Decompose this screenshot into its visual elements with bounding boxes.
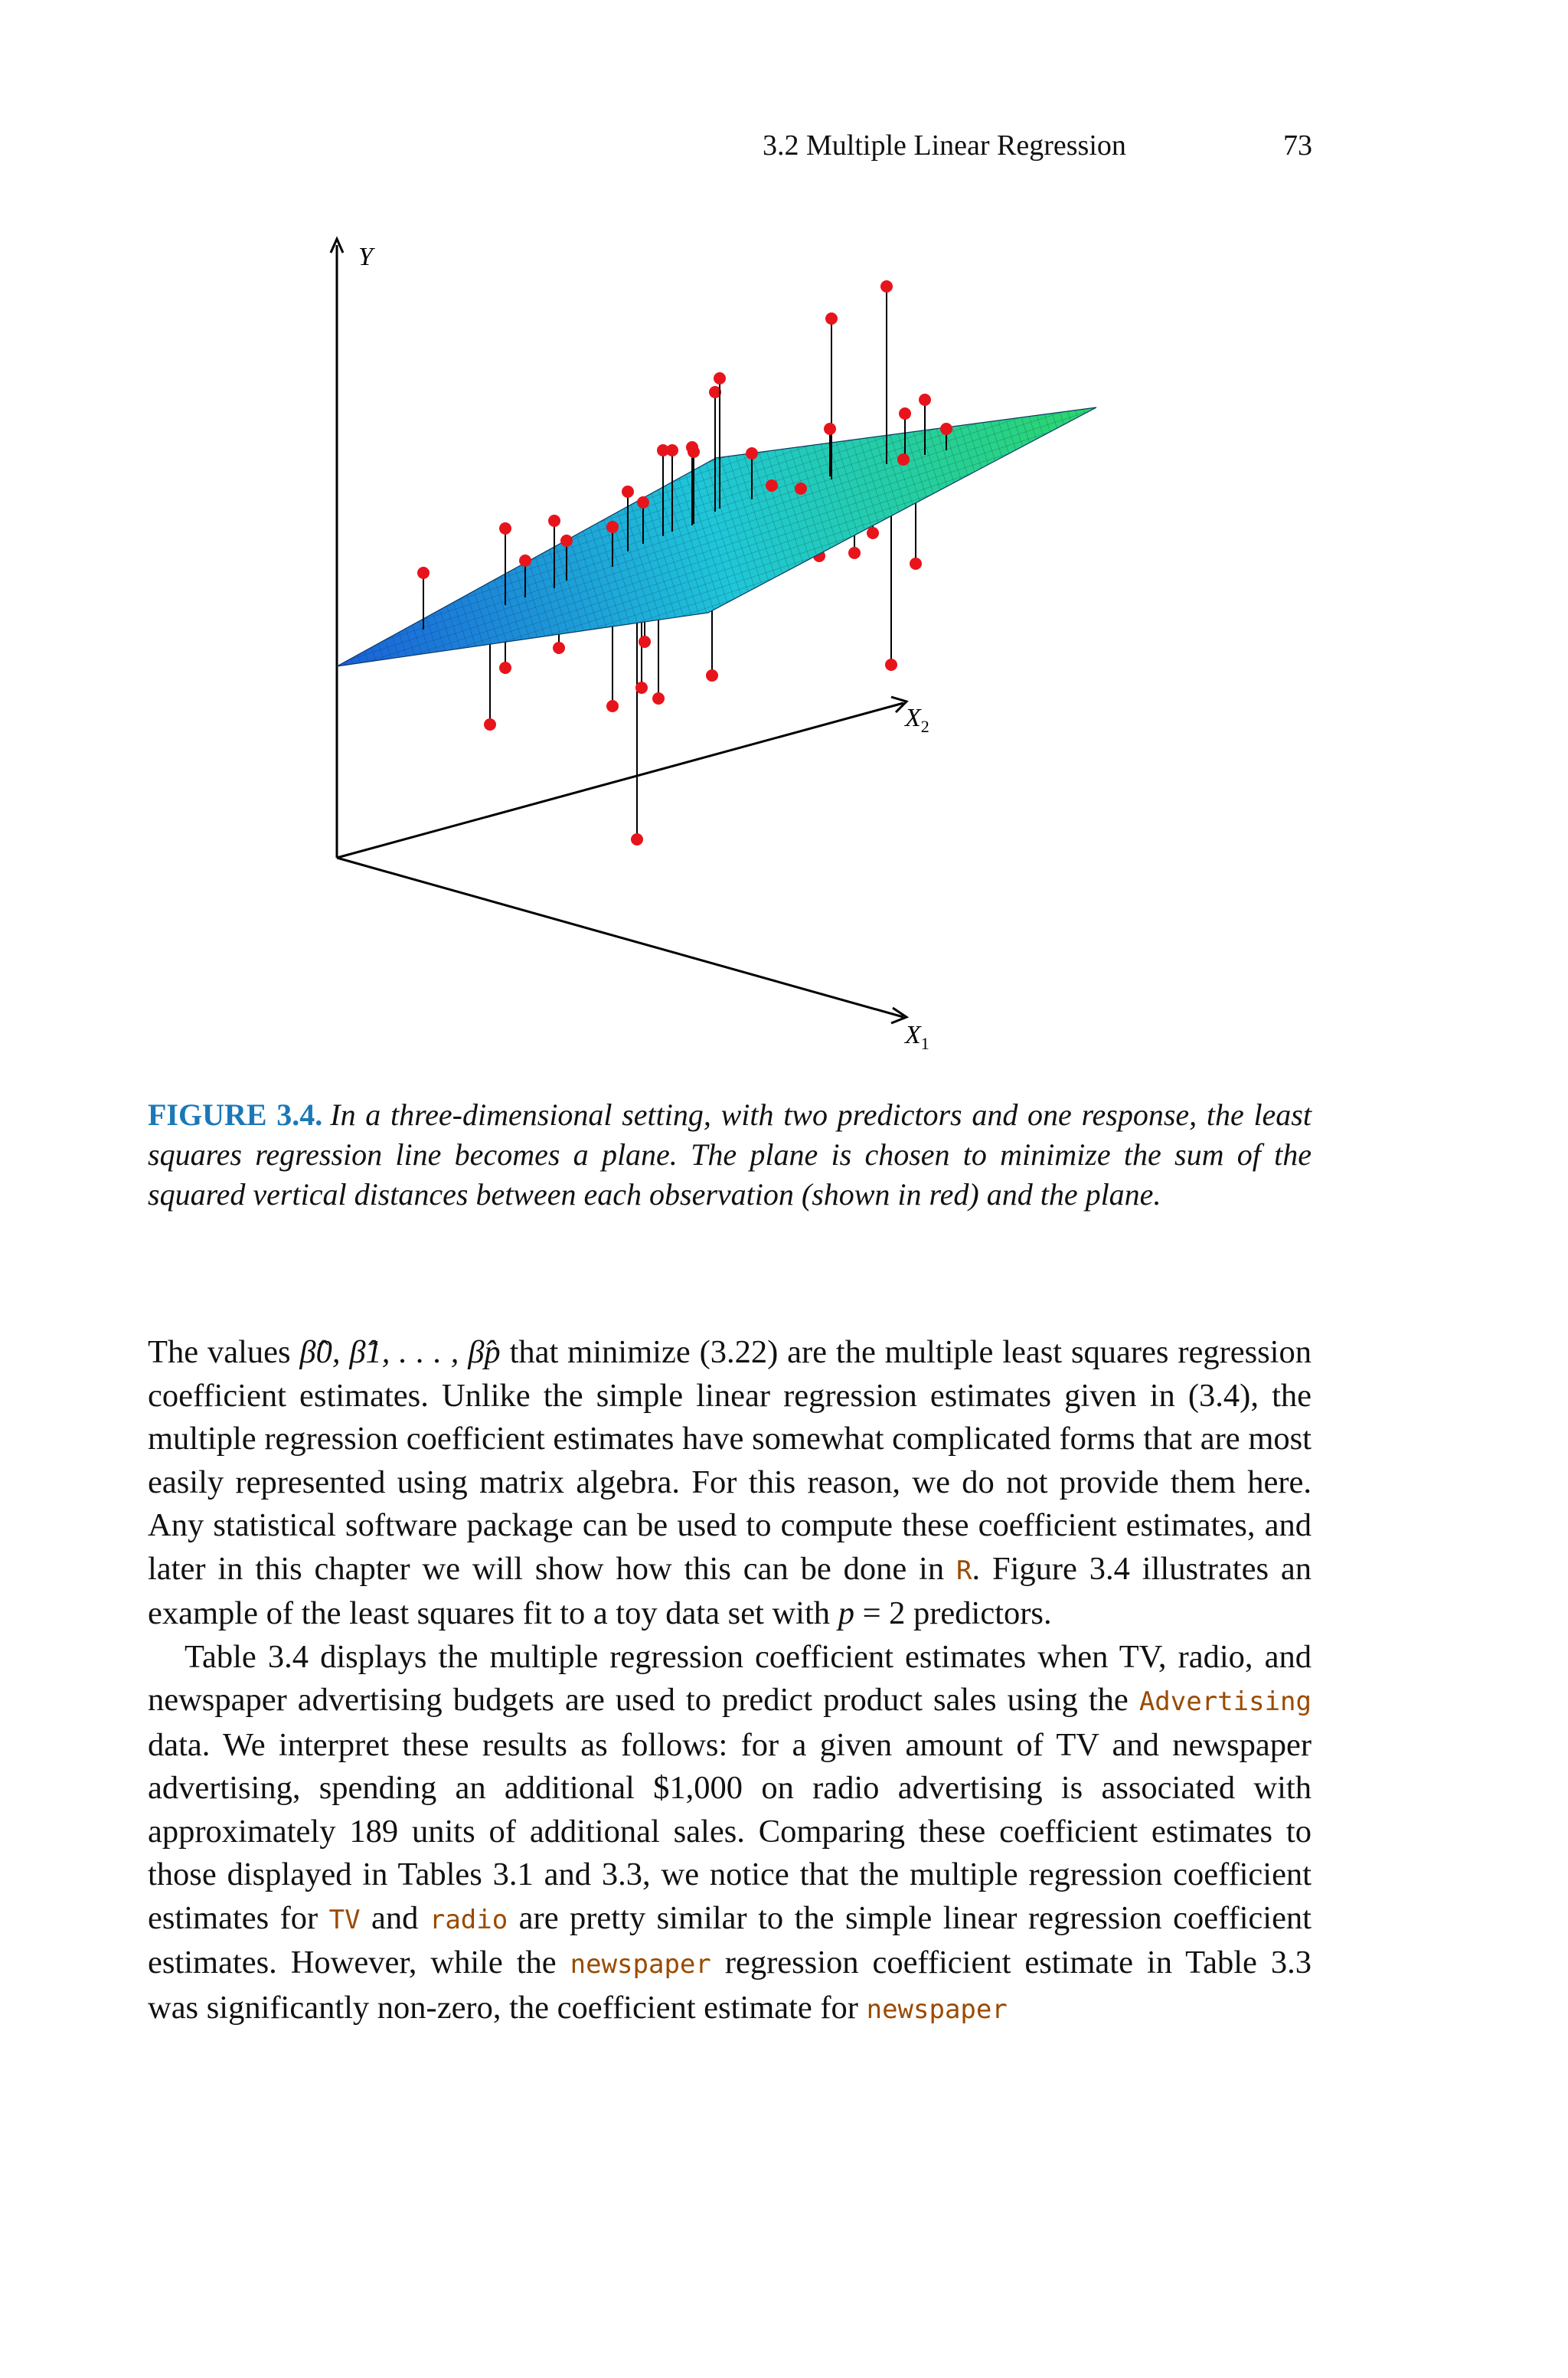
observation-point xyxy=(637,496,649,509)
observation-point xyxy=(766,479,778,492)
x2-axis xyxy=(337,703,903,858)
x1-axis xyxy=(337,858,903,1017)
running-header xyxy=(763,129,1312,167)
observation-point xyxy=(880,280,893,293)
observation-point xyxy=(919,394,931,406)
body-text xyxy=(148,1331,1312,2031)
figure-caption xyxy=(148,1095,1312,1215)
observation-point xyxy=(417,567,430,579)
observation-point xyxy=(519,554,531,567)
paragraph-2 xyxy=(148,1636,1312,2032)
p2-text-c: and xyxy=(360,1899,430,1936)
observation-point xyxy=(606,700,619,712)
observation-point xyxy=(499,522,511,535)
p1-text-a: The values xyxy=(148,1334,300,1370)
observation-point xyxy=(824,423,836,435)
observation-point xyxy=(548,515,560,527)
math-p: p xyxy=(838,1595,854,1631)
p1-text-b: that minimize (3.22) are the multiple least squares regression coefficient estimates. Unlike the simple linear regression estimates given in (3.4), the multiple regression coefficient estimates have somewhat complicated forms that are most easily represented using matrix algebra. For this reason, we do not provide them here. Any statistical software package can be used to compute these coefficient estimates, and later in this chapter we will show how this can be done in xyxy=(148,1334,1312,1587)
p2-text-b: data. We interpret these results as follows: for a given amount of TV and newspaper advertising, spending an additional $1,000 on radio advertising is associated with approximately 189 units of additional sales. Comparing these coefficient estimates to those displayed in Tables 3.1 and 3.3, we notice that the multiple regression coefficient estimates for xyxy=(148,1726,1312,1936)
p1-text-d: = 2 predictors. xyxy=(854,1595,1052,1631)
observation-point xyxy=(714,372,726,384)
p2-text-d: are pretty similar to the simple linear regression coefficient estimates. However, while the xyxy=(148,1899,1312,1981)
code-r: R xyxy=(956,1555,972,1586)
observation-point xyxy=(622,486,634,498)
section-title: 3.2 Multiple Linear Regression xyxy=(763,129,1126,162)
plane-mesh xyxy=(337,407,1096,666)
code-newspaper: newspaper xyxy=(570,1949,711,1980)
observation-point xyxy=(553,642,565,654)
observation-point xyxy=(910,558,922,570)
regression-plane-figure xyxy=(291,222,1148,1065)
observation-point xyxy=(706,669,718,682)
figure-label: FIGURE 3.4. xyxy=(148,1097,323,1132)
x2-axis-letter: X xyxy=(905,704,921,732)
x2-axis-subscript: 2 xyxy=(920,717,929,736)
observation-point xyxy=(631,833,643,846)
p1-text-c: . Figure 3.4 illustrates an example of the least squares fit to a toy data set with xyxy=(148,1550,1312,1631)
observation-point xyxy=(795,482,807,495)
observation-point xyxy=(639,636,651,648)
observation-point xyxy=(666,444,678,456)
p2-text-a: Table 3.4 displays the multiple regression coefficient estimates when TV, radio, and newspaper advertising budgets are used to predict product sales using the xyxy=(148,1638,1312,1718)
observation-point xyxy=(746,447,758,460)
code-newspaper-2: newspaper xyxy=(866,1994,1008,2025)
observation-point xyxy=(940,423,952,435)
observation-point xyxy=(560,535,573,547)
code-tv: TV xyxy=(328,1904,361,1935)
beta-hat-sequence: β̂0, β̂1, . . . , β̂p xyxy=(299,1334,501,1370)
observation-point xyxy=(897,453,910,466)
observation-point xyxy=(899,407,911,420)
observation-point xyxy=(484,718,496,731)
observation-point xyxy=(606,521,619,533)
p2-text-e: regression coefficient estimate in Table 3.3 was significantly non-zero, the coefficient estimate for xyxy=(148,1945,1312,2026)
regression-plane xyxy=(337,407,1096,666)
y-axis-label: Y xyxy=(358,243,373,271)
paragraph-1 xyxy=(148,1331,1312,1636)
x1-axis-letter: X xyxy=(905,1021,921,1049)
observation-point xyxy=(885,659,897,671)
observation-point xyxy=(688,446,700,458)
observation-point xyxy=(848,547,861,559)
page-number: 73 xyxy=(1283,129,1312,162)
x2-axis-label xyxy=(903,704,929,736)
observation-point xyxy=(825,312,838,325)
caption-text: In a three-dimensional setting, with two predictors and one response, the least squares regression line becomes a plane. The plane is chosen to minimize the sum of the squared vertical distances between each observation (shown in red) and the plane. xyxy=(148,1097,1312,1212)
observation-point xyxy=(867,527,879,539)
code-radio: radio xyxy=(429,1904,508,1935)
observation-point xyxy=(499,662,511,674)
code-advertising: Advertising xyxy=(1138,1686,1312,1717)
x1-axis-label xyxy=(903,1021,929,1053)
x1-axis-subscript: 1 xyxy=(920,1034,929,1053)
observation-point xyxy=(635,682,648,694)
observation-point xyxy=(652,692,665,705)
